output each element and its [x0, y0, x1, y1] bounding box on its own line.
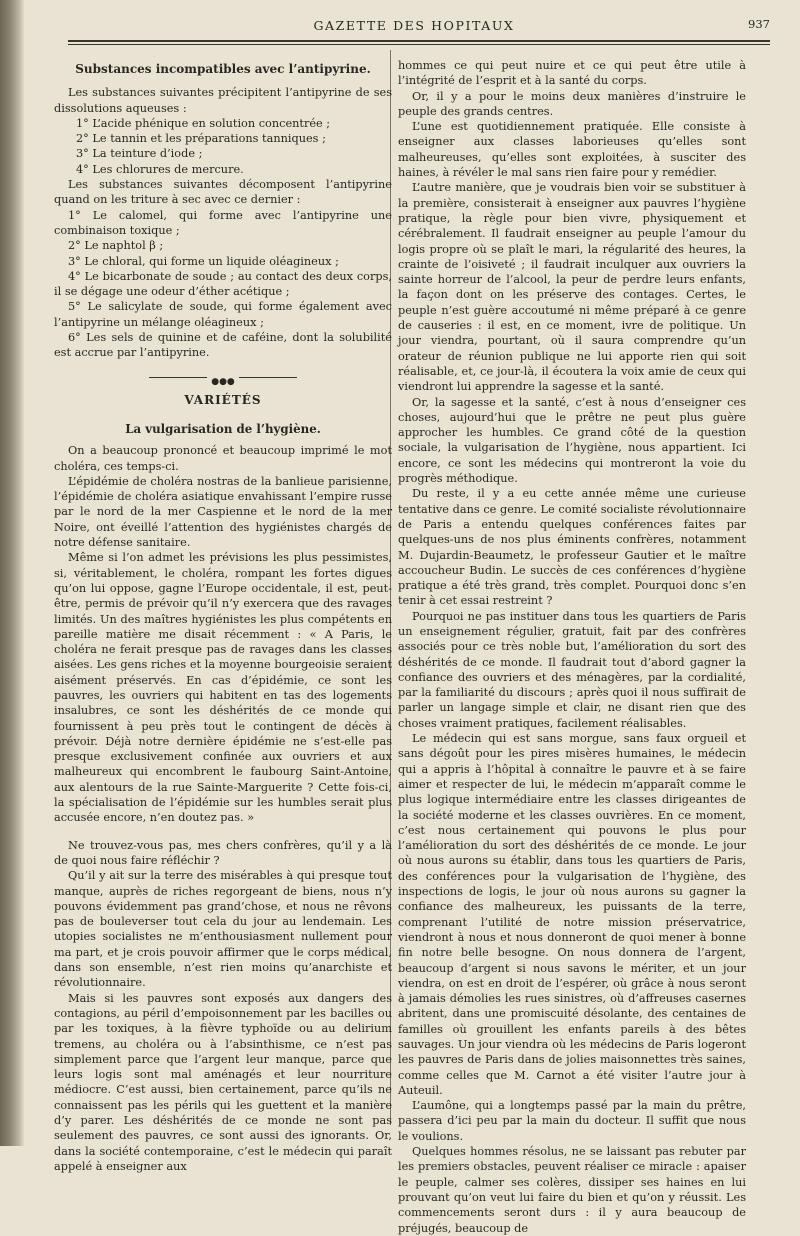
list-item: 3° La teinture d’iode ;	[76, 147, 203, 161]
paragraph: Or, il y a pour le moins deux manières d’instruire le peuple des grands centres.	[398, 89, 746, 118]
paragraph: Ne trouvez-vous pas, mes chers confrères, qu’il y a là de quoi nous faire réfléchir ?	[54, 838, 392, 867]
article-title: La vulgarisation de l’hygiène.	[125, 421, 321, 436]
paragraph: Qu’il y ait sur la terre des misérables à qui presque tout manque, auprès de riches regorgeant de biens, nous n’y pouvons évidemment pas grand’chose, et nous ne rêvons pas de bouleverser tout cela du jour au lendemain. Les utopies socialistes ne m’enthousiasment nullement pour ma part, et je crois pouvoir affirmer que le corps médical, dans son ensemble, n’est rien moins qu’anarchiste et révolutionnaire.	[54, 869, 392, 990]
list-item: 2° Le tannin et les préparations tanniques ;	[76, 132, 326, 146]
paragraph: Les substances suivantes précipitent l’antipyrine de ses dissolutions aqueuses :	[54, 86, 392, 115]
paragraph: L’une est quotidiennement pratiquée. Elle consiste à enseigner aux classes laborieuses qu’elles sont malheureuses, qu’elles sont exploitées, à susciter des haines, à révéler le mal sans rien faire pour y remédier.	[398, 120, 746, 180]
paragraph: L’autre manière, que je voudrais bien voir se substituer à la première, consisterait à enseigner aux pauvres l’hygiène pratique, la règle pour bien vivre, physiquement et cérébralement. Il faudrait enseigner au peuple l’amour du logis propre où se plaît le mari, la régularité des heures, la crainte de l’oisiveté ; il faudrait inculquer aux ouvriers la sainte horreur de l’alcool, la peur de perdre leurs enfants, la façon dont on les préserve des contages. Certes, le peuple n’est guère accoutumé ni même préparé à ce genre de causeries : il est, en ce moment, ivre de politique. Un jour viendra, pourtant, où il saura comprendre qu’un orateur de réunion publique ne lui apporte rien qui soit réalisable, et, ce jour-là, il écoutera la voix amie de ceux qui viendront lui apprendre la sagesse et la santé.	[398, 181, 746, 394]
paragraph: Quelques hommes résolus, ne se laissant pas rebuter par les premiers obstacles, peuvent réaliser ce miracle : apaiser le peuple, calmer ses colères, dissiper ses haines en lui prouvant qu’on veut lui faire du bien et qu’on y réussit. Les commencements seront durs : il y aura beaucoup de préjugés, beaucoup de	[398, 1145, 746, 1235]
paragraph: Pourquoi ne pas instituer dans tous les quartiers de Paris un enseignement régulier, gratuit, fait par des confrères associés pour ce très noble but, l’amélioration du sort des déshérités de ce monde. Il faudrait tout d’abord gagner la confiance des ouvriers et des ménagères, par la cordialité, par la familiarité du discours ; après quoi il nous suffirait de parler un langage simple et clair, ne disant rien que des choses vraiment pratiques, facilement réalisables.	[398, 609, 746, 730]
page-header-title: GAZETTE DES HOPITAUX	[313, 18, 515, 33]
left-column	[54, 58, 392, 1174]
paragraph: Même si l’on admet les prévisions les plus pessimistes, si, véritablement, le choléra, rompant les fortes digues qu’on lui oppose, gagne l’Europe occidentale, il est, peut-être, permis de prévoir qu’il n’y exercera que des ravages limités. Un des maîtres hygiénistes les plus compétents en pareille matière me disait récemment : « A Paris, le choléra ne ferait presque pas de ravages dans les classes aisées. Les gens riches et la moyenne bourgeoisie seraient aisément préservés. En cas d’épidémie, ce sont les pauvres, les ouvriers qui habitent en tas des logements insalubres, ce sont les déshérités de ce monde qui fournissent à peu près tout le contingent de décès à prévoir. Déjà notre dernière épidémie ne s’est-elle pas presque exclusivement confinée aux ouvriers et aux malheureux qui encombrent le faubourg Saint-Antoine, aux alentours de la rue Sainte-Marguerite ? Cette fois-ci, la spécialisation de l’épidémie sur les humbles serait plus accusée encore, n’en doutez pas. »	[54, 551, 392, 825]
list-item: 6° Les sels de quinine et de caféine, dont la solubilité est accrue par l’antipyrine.	[54, 331, 392, 360]
paragraph: L’épidémie de choléra nostras de la banlieue parisienne, l’épidémie de choléra asiatique envahissant l’empire russe par le nord de la mer Caspienne et le nord de la mer Noire, ont éveillé l’attention des hygiénistes chargés de notre défense sanitaire.	[54, 474, 392, 550]
paragraph: On a beaucoup prononcé et beaucoup imprimé le mot choléra, ces temps-ci.	[54, 444, 392, 473]
list-item: 1° Le calomel, qui forme avec l’antipyrine une combinaison toxique ;	[54, 208, 392, 237]
page-number: 937	[748, 17, 770, 31]
paragraph: hommes ce qui peut nuire et ce qui peut être utile à l’intégrité de l’esprit et à la santé du corps.	[398, 59, 746, 88]
paragraph: Mais si les pauvres sont exposés aux dangers des contagions, au péril d’empoisonnement par les bacilles ou par les toxiques, à la fièvre typhoïde ou au delirium tremens, au choléra ou à l’absinthisme, ce n’est pas simplement parce que l’argent leur manque, parce que leurs logis sont mal aménagés et leur nourriture médiocre. C’est aussi, bien certainement, parce qu’ils ne connaissent pas les périls qui les guettent et la manière d’y parer. Les déshérités de ce monde ne sont pas seulement des pauvres, ce sont aussi des ignorants. Or, dans la société contemporaine, c’est le médecin qui paraît appelé à enseigner aux	[54, 991, 392, 1173]
list-item: 4° Le bicarbonate de soude ; au contact des deux corps, il se dégage une odeur d’éther acétique ;	[54, 269, 392, 299]
ornamental-divider: ●●●	[54, 373, 392, 381]
newspaper-page	[28, 0, 800, 1235]
list-item: 5° Le salicylate de soude, qui forme également avec l’antipyrine un mélange oléagineux ;	[54, 300, 392, 329]
list-item: 3° Le chloral, qui forme un liquide oléagineux ;	[68, 254, 339, 268]
paragraph: Les substances suivantes décomposent l’antipyrine quand on les triture à sec avec ce dernier :	[54, 178, 392, 207]
paragraph: Du reste, il y a eu cette année même une curieuse tentative dans ce genre. Le comité socialiste révolutionnaire de Paris a entendu quelques conférences faites par quelques-uns de nos plus éminents confrères, notamment M. Dujardin-Beaumetz, le professeur Gautier et le maître accoucheur Budin. Le succès de ces conférences d’hygiène pratique a été très grand, très complet. Pourquoi donc s’en tenir à cet essai restreint ?	[398, 487, 746, 608]
header-double-rule	[68, 40, 770, 45]
list-item: 4° Les chlorures de mercure.	[76, 162, 244, 176]
section-title-antipyrine: Substances incompatibles avec l’antipyrine.	[75, 62, 371, 76]
section-heading-varietes: VARIÉTÉS	[184, 392, 262, 407]
paragraph: Le médecin qui est sans morgue, sans faux orgueil et sans dégoût pour les pires misères humaines, le médecin qui a appris à l’hôpital à connaître le pauvre et à se faire aimer et respecter de lui, le médecin m’apparaît comme le plus logique intermédiaire entre les classes dirigeantes de la société moderne et les classes ouvrières. En ce moment, c’est nous certainement qui pouvons le plus pour l’amélioration du sort des déshérités de ce monde. Le jour où nous aurons su établir, dans tous les quartiers de Paris, des conférences pour la vulgarisation de l’hygiène, des inspections de logis, le jour où nous aurons su gagner la confiance des malheureux, les puissants de la terre, comprenant l’utilité de notre mission préservatrice, viendront à nous et nous donneront de quoi mener à bonne fin notre belle besogne. On nous donnera de l’argent, beaucoup d’argent si nous savons le mériter, et un jour viendra, on est en droit de l’espérer, où grâce à nous seront à jamais démolies les rues sinistres, où d’affreuses casernes abritent, dans une promiscuité désolante, des centaines de familles où grouillent les enfants pareils à des bêtes sauvages. Un jour viendra où les médecins de Paris logeront les pauvres de Paris dans de jolies maisonnettes très saines, comme celles que M. Carnot a été visiter l’autre jour à Auteuil.	[398, 732, 746, 1097]
list-item: 1° L’acide phénique en solution concentrée ;	[76, 116, 331, 130]
right-column	[398, 58, 746, 1236]
spacer	[54, 826, 392, 838]
paragraph: Or, la sagesse et la santé, c’est à nous d’enseigner ces choses, aujourd’hui que le prêtre ne peut plus guère approcher les humbles. Ce grand côté de la question sociale, la vulgarisation de l’hygiène, nous appartient. Ici encore, ce sont les médecins qui montreront la voie du progrès méthodique.	[398, 395, 746, 486]
paragraph: L’aumône, qui a longtemps passé par la main du prêtre, passera d’ici peu par la main du docteur. Il suffit que nous le voulions.	[398, 1099, 746, 1143]
book-binding-edge	[0, 0, 24, 1146]
list-item: 2° Le naphtol β ;	[68, 239, 164, 253]
